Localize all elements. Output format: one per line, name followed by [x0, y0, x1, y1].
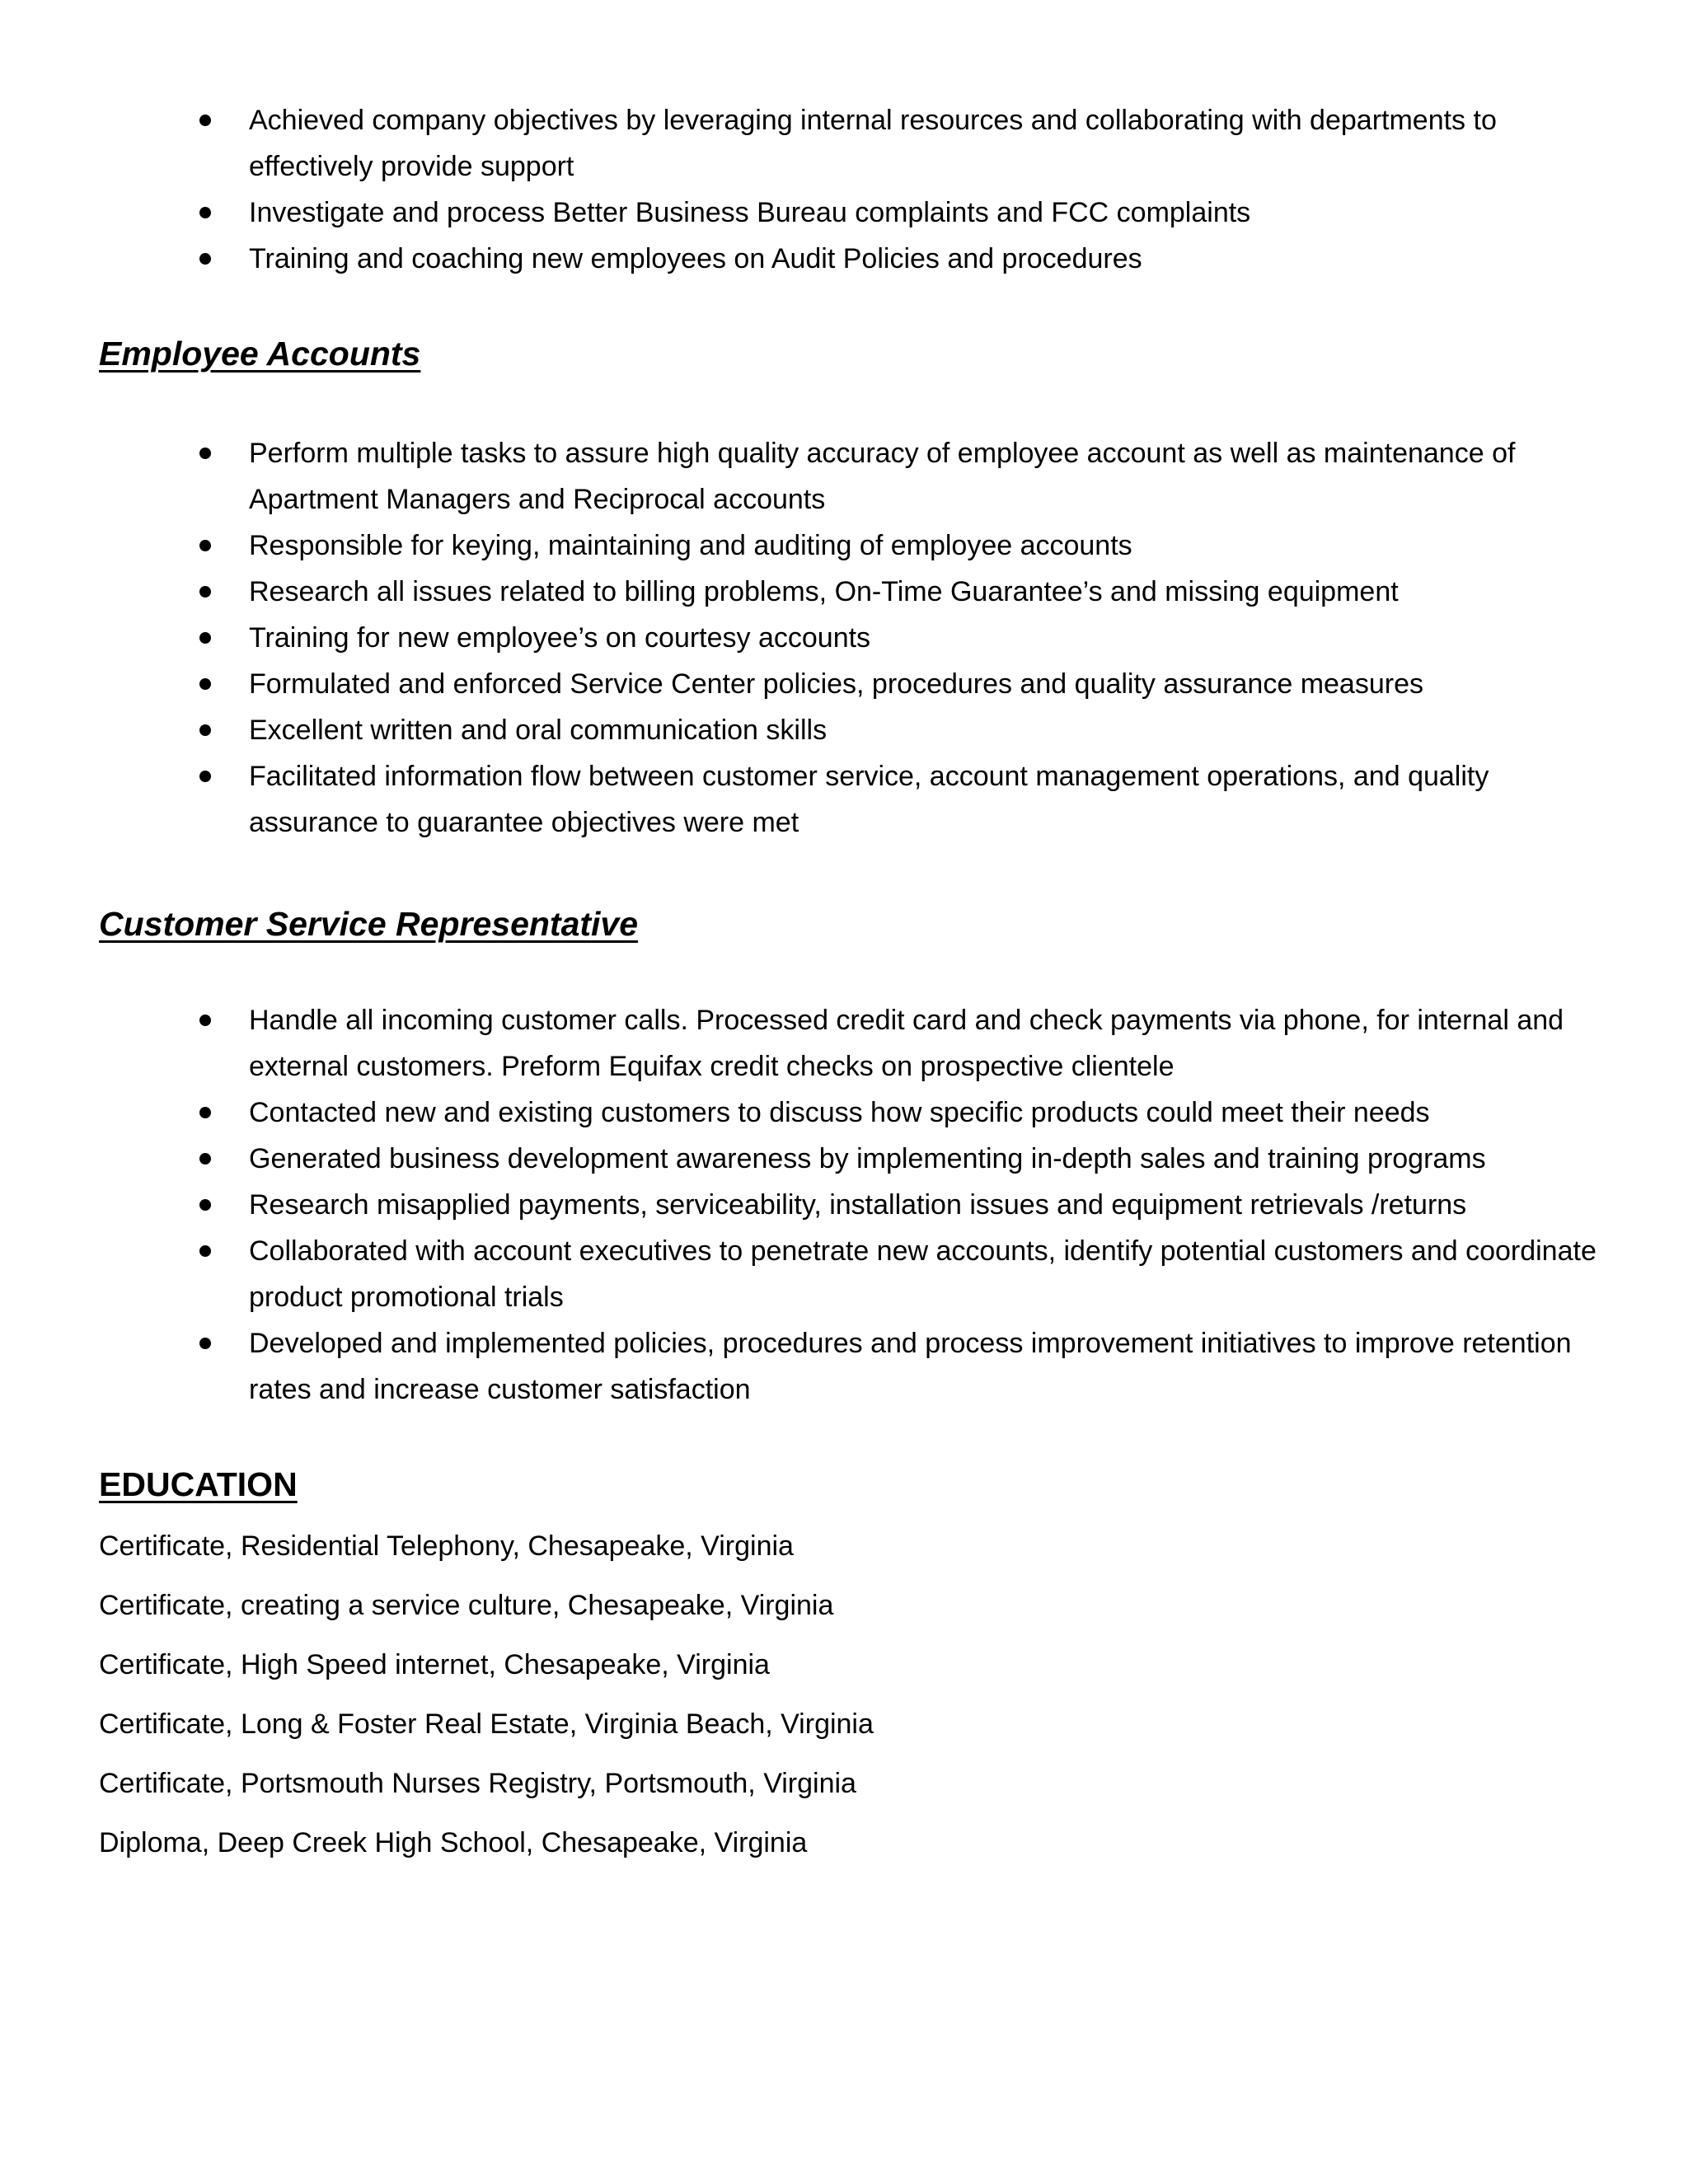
- education-list: [99, 1516, 874, 1872]
- education-item: Certificate, High Speed internet, Chesapeake, Virginia: [99, 1649, 770, 1680]
- employee-accounts-heading: Employee Accounts: [99, 335, 421, 373]
- education-item: Certificate, creating a service culture, Chesapeake, Virginia: [99, 1590, 834, 1621]
- bullet-text: Training and coaching new employees on Audit Policies and procedures: [249, 243, 1142, 274]
- bullet-item: [199, 190, 1601, 236]
- bullet-text: Developed and implemented policies, procedures and process improvement initiatives to improve retention rates and increase customer satisfaction: [249, 1328, 1572, 1405]
- bullet-icon: [199, 771, 211, 782]
- bullet-icon: [199, 1338, 211, 1349]
- bullet-item: [199, 1320, 1601, 1413]
- bullet-item: [199, 430, 1601, 523]
- bullet-icon: [199, 724, 211, 736]
- bullet-text: Contacted new and existing customers to discuss how specific products could meet their needs: [249, 1097, 1430, 1128]
- bullet-text: Investigate and process Better Business Bureau complaints and FCC complaints: [249, 197, 1251, 228]
- bullet-item: [199, 615, 1601, 661]
- bullet-item: [199, 997, 1601, 1090]
- customer-service-heading: Customer Service Representative: [99, 905, 639, 943]
- bullet-text: Facilitated information flow between customer service, account management operations, and quality assurance to guarantee objectives were met: [249, 761, 1489, 838]
- bullet-icon: [199, 1015, 211, 1026]
- education-item: Certificate, Long & Foster Real Estate, Virginia Beach, Virginia: [99, 1708, 874, 1740]
- education-item: Diploma, Deep Creek High School, Chesapeake, Virginia: [99, 1827, 808, 1858]
- bullet-item: [199, 523, 1601, 569]
- bullet-text: Formulated and enforced Service Center policies, procedures and quality assurance measures: [249, 668, 1423, 700]
- bullet-text: Training for new employee’s on courtesy accounts: [249, 622, 871, 654]
- bullet-item: [199, 707, 1601, 753]
- bullet-item: [199, 1182, 1601, 1228]
- bullet-text: Handle all incoming customer calls. Processed credit card and check payments via phone, for internal and external customers. Preform Equifax credit checks on prospective clientele: [249, 1005, 1564, 1082]
- education-item: Certificate, Portsmouth Nurses Registry, Portsmouth, Virginia: [99, 1768, 856, 1799]
- bullet-text: Collaborated with account executives to penetrate new accounts, identify potential customers and coordinate product promotional trials: [249, 1235, 1597, 1313]
- bullet-text: Generated business development awareness by implementing in-depth sales and training programs: [249, 1143, 1486, 1174]
- bullet-icon: [199, 540, 211, 551]
- bullet-icon: [199, 207, 211, 218]
- bullet-text: Responsible for keying, maintaining and auditing of employee accounts: [249, 530, 1132, 561]
- bullet-icon: [199, 586, 211, 598]
- bullet-icon: [199, 1153, 211, 1165]
- bullet-icon: [199, 1245, 211, 1257]
- bullet-text: Excellent written and oral communication skills: [249, 715, 828, 746]
- bullet-icon: [199, 115, 211, 126]
- bullet-text: Research misapplied payments, serviceability, installation issues and equipment retrievals /returns: [249, 1189, 1467, 1221]
- bullet-item: [199, 661, 1601, 707]
- bullet-icon: [199, 448, 211, 459]
- customer-service-bullet-list: [199, 997, 1601, 1413]
- bullet-item: [199, 1136, 1601, 1182]
- intro-bullet-list: [199, 97, 1601, 282]
- bullet-item: [199, 97, 1601, 190]
- education-item: Certificate, Residential Telephony, Chesapeake, Virginia: [99, 1530, 794, 1562]
- bullet-icon: [199, 678, 211, 690]
- bullet-text: Perform multiple tasks to assure high quality accuracy of employee account as well as maintenance of Apartment Managers and Reciprocal accounts: [249, 438, 1516, 515]
- education-heading: EDUCATION: [99, 1465, 298, 1503]
- bullet-item: [199, 1090, 1601, 1136]
- bullet-item: [199, 569, 1601, 615]
- bullet-text: Research all issues related to billing problems, On-Time Guarantee’s and missing equipment: [249, 576, 1399, 607]
- employee-accounts-bullet-list: [199, 430, 1601, 846]
- bullet-item: [199, 1228, 1601, 1320]
- bullet-icon: [199, 253, 211, 265]
- bullet-item: [199, 753, 1601, 846]
- bullet-icon: [199, 632, 211, 644]
- bullet-icon: [199, 1107, 211, 1118]
- bullet-item: [199, 236, 1601, 282]
- bullet-icon: [199, 1199, 211, 1211]
- bullet-text: Achieved company objectives by leveraging internal resources and collaborating with departments to effectively provide support: [249, 105, 1497, 182]
